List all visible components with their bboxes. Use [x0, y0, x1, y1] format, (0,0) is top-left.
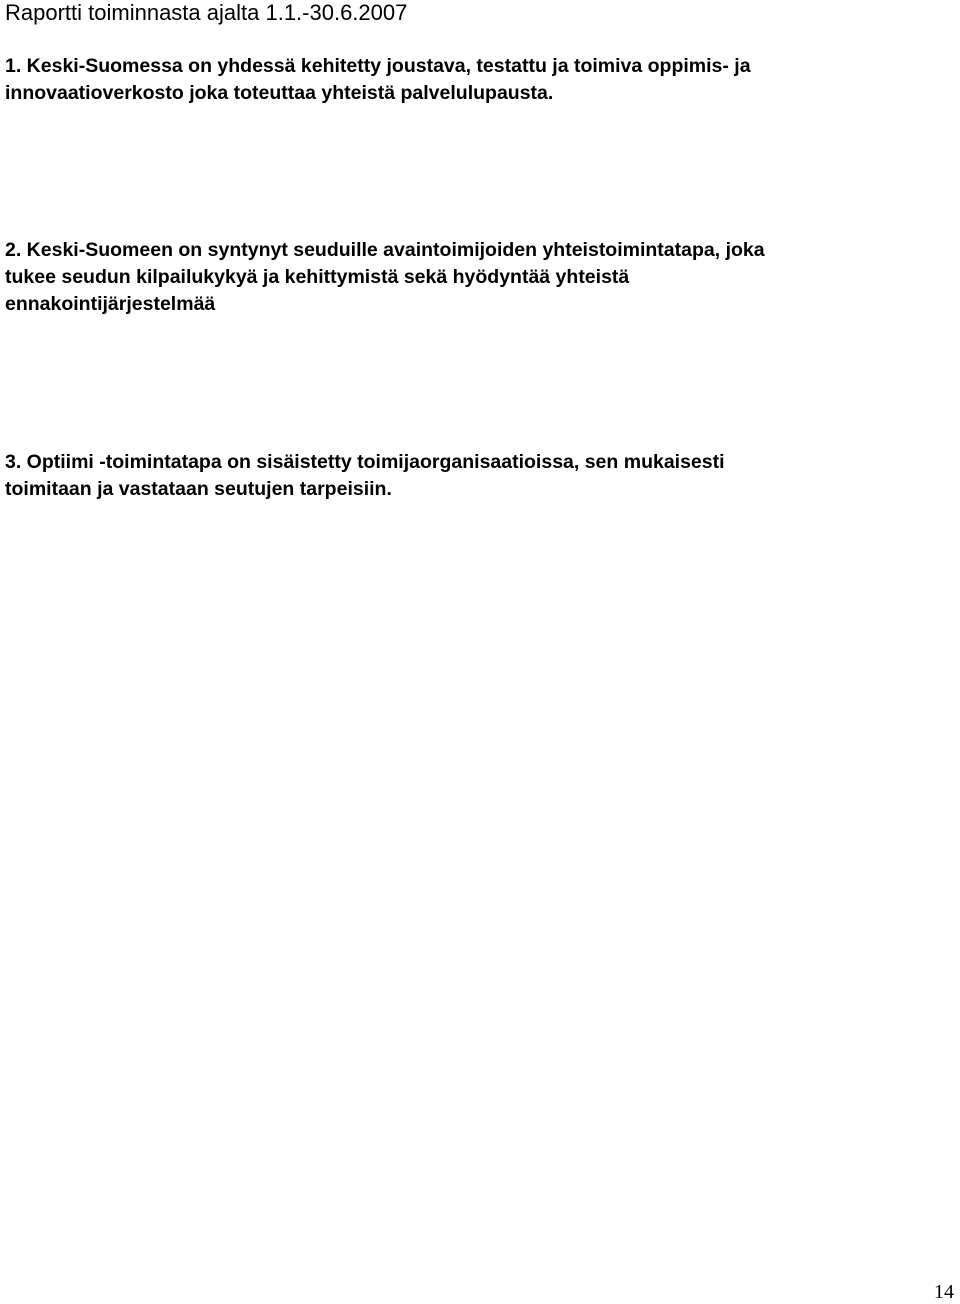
paragraph-line: toimitaan ja vastataan seutujen tarpeisiin.	[5, 478, 392, 500]
page-number: 14	[934, 1281, 954, 1303]
goal-paragraph-1	[5, 53, 751, 107]
paragraph-line: 2. Keski-Suomeen on syntynyt seuduille avaintoimijoiden yhteistoimintatapa, joka	[5, 239, 765, 261]
goal-paragraph-2	[5, 237, 765, 318]
paragraph-line: ennakointijärjestelmää	[5, 293, 216, 315]
goal-paragraph-3	[5, 449, 725, 503]
page-title: Raportti toiminnasta ajalta 1.1.-30.6.2007	[5, 0, 408, 25]
paragraph-line: 3. Optiimi -toimintatapa on sisäistetty toimijaorganisaatioissa, sen mukaisesti	[5, 451, 725, 473]
paragraph-line: 1. Keski-Suomessa on yhdessä kehitetty joustava, testattu ja toimiva oppimis- ja	[5, 55, 751, 77]
paragraph-line: tukee seudun kilpailukykyä ja kehittymistä sekä hyödyntää yhteistä	[5, 266, 630, 288]
paragraph-line: innovaatioverkosto joka toteuttaa yhteistä palvelulupausta.	[5, 82, 554, 104]
